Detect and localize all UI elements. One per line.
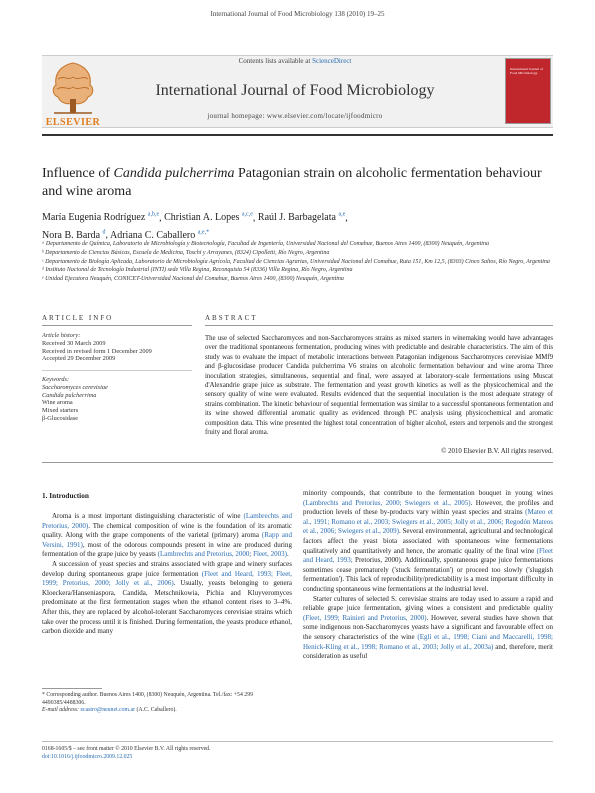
elsevier-tree-logo [44, 57, 102, 125]
citation-link[interactable]: (Lambrechts and Pretorius, 2000) [42, 512, 292, 530]
title-italic-species: Candida pulcherrima [113, 166, 235, 181]
corresponding-author-footnote [42, 692, 292, 715]
journal-title: International Journal of Food Microbiology [155, 82, 435, 99]
citation-link[interactable]: (Fleet and Heard, 1993; Fleet, 1999; Pretorius, 2000; Jolly et al., 2006) [42, 569, 292, 588]
history-label: Article history: [42, 332, 81, 339]
affiliation: ᵉ Unidad Ejecutora Neuquén, CONICET-Universidad Nacional del Comahue, Buenos Aires 1400, (8300) Neuquén, Argentina [42, 276, 344, 283]
author[interactable]: Nora B. Barda $^d$ [42, 229, 106, 241]
footnote-email: E-mail address: ecastro@neunet.com.ar (A.C. Caballero). [42, 707, 177, 714]
affiliation: ᵇ Departamento de Ciencias Básicas, Escuela de Medicina, Toschi y Arrayanes, (8324) Cipolletti, Río Negro, Argentina [42, 249, 330, 256]
citation-link[interactable]: (Lambrechts and Pretorius, 2000; Swiegers et al., 2005) [303, 498, 471, 507]
body-right-column [303, 489, 553, 662]
keywords-block [42, 376, 192, 423]
history-revised: Received in revised form 1 December 2009 [42, 347, 152, 355]
paragraph: A succession of yeast species and strains associated with grape and winery surfaces develop during spontaneous grape juice fermentation (Fleet and Heard, 1993; Fleet, 1999; Pretorius, 2000; Jolly et al., 2006). Usually, yeasts belonging to genera Kloeckera/Hanseniaspora, Candida, Metschnikowia, Pichia and Kluyveromyces predominate at the first fermentation stages when the ethanol content rises to 3–4%. After this, they are replaced by alcohol-tolerant Saccharomyces cerevisiae strains which take over the process until it is finished. During fermentation, the yeasts produce ethanol, carbon dioxide and many [42, 559, 292, 636]
affiliation: ᵃ Departamento de Química, Laboratorio de Microbiología y Biotecnología, Facultad de Ingeniería, Universidad Nacional del Comahue, Buenos Aires 1400, (8300) Neuquén, Argentina [42, 241, 489, 247]
abstract-rule [205, 325, 553, 326]
history-received: Received 30 March 2009 [42, 339, 106, 347]
footnote-text: * Corresponding author. Buenos Aires 1400, (8300) Neuquén, Argentina. Tel./fax: +54 299 4490385/4488306. [42, 692, 253, 706]
citation-link[interactable]: (Fleet and Heard, 1993; [303, 546, 553, 565]
keyword: Saccharomyces cerevisiae [42, 383, 108, 391]
paragraph: Starter cultures of selected S. cerevisiae strains are today used to assure a rapid and reliable grape juice fermentation, giving wines a consistent and predictable quality (Fleet, 1999; Rainieri and Pretorius, 2000). However, several studies have shown that some indigenous non-Saccharomyces yeasts have a significant and favourable effect on the sensory characteristics of the wine (Egli et al., 1998; Ciani and Maccarelli, 1998; Henick-Kling et al., 1998; Romano et al., 2003; Jolly et al., 2003a) and, therefore, merit consideration as useful [303, 594, 554, 661]
title-part: Patagonian strain on alcoholic fermentation behaviour and wine aroma [42, 166, 542, 199]
author-list: María Eugenia Rodríguez $^{a,b,e}$, Christian A. Lopes $^{a,c,e}$, Raúl J. Barbagelata $^{a,e}$, Nora B. Barda $^d$, Adriana C. Caballero $^{a,e,*}$ [42, 212, 348, 241]
front-matter-text: 0168-1605/$ – see front matter © 2010 Elsevier B.V. All rights reserved. [42, 746, 211, 752]
author[interactable]: María Eugenia Rodríguez $^{a,b,e}$ [42, 212, 160, 224]
author[interactable]: Adriana C. Caballero $^{a,e,*}$ [110, 229, 210, 241]
cover-title: International Journal of Food Microbiology [510, 67, 543, 76]
contents-line [120, 57, 470, 65]
masthead-divider [42, 134, 553, 136]
keyword: Wine aroma [42, 399, 73, 407]
citation-link[interactable]: (Fleet, 1999; Rainieri and Pretorius, 2000) [303, 613, 427, 622]
footer-rule [42, 741, 553, 742]
sciencedirect-link[interactable]: ScienceDirect [312, 57, 352, 65]
journal-homepage[interactable]: journal homepage: www.elsevier.com/locate/ijfoodmicro [207, 112, 383, 120]
abstract-text: The use of selected Saccharomyces and non-Saccharomyces strains as mixed starters in winemaking would have advantages over the traditional spontaneous fermentation, producing wines with predictable and desirable characteristics. The aim of this study was to evaluate the impact of metabolic interactions between Patagonian indigenous Saccharomyces cerevisiae MMf9 and β-glucosidase producer Candida pulcherrima V6 strains on alcoholic fermentation behaviour and wine aroma Three inoculation strategies, simultaneous, sequential and final, were assayed at laboratory-scale fermentations using Muscat d'Alexandrie grape juice as substrate. The fermentation and yeast growth kinetics as well as the physicochemical and the sensory quality of wine were evaluated. Results evidenced that the sequential inoculation is the most adequate strategy of strains combination. The kinetic behaviour of sequential fermentation was similar to a successful spontaneous fermentation and its wine showed differential aromatic quality as evidenced through PC analysis using physicochemical and aromatic composition data. This wine presented the highest total concentration of higher alcohol, esters and terpenols and the strongest fruity and floral aroma. [205, 335, 553, 437]
body-left-column [42, 512, 292, 637]
keywords-label: Keywords: [42, 376, 70, 383]
article-info-heading: ARTICLE INFO [42, 314, 114, 322]
title-part: Influence of [42, 166, 114, 181]
contents-prefix: Contents lists available at [238, 57, 313, 65]
footnote-rule [42, 688, 102, 689]
section-heading-introduction: 1. Introduction [42, 491, 89, 500]
elsevier-wordmark: ELSEVIER [45, 117, 101, 128]
citation-link[interactable]: (Egli et al., 1998; Ciani and Maccarelli, 1998; Henick-Kling et al., 1998; Romano et al., 2003; Jolly et al., 2003a) [303, 632, 553, 651]
doi-link[interactable]: doi:10.1016/j.ijfoodmicro.2009.12.025 [42, 753, 133, 760]
paragraph: minority compounds, that contribute to the fermentation bouquet in young wines (Lambrechts and Pretorius, 2000; Swiegers et al., 2005). However, the profiles and production levels of these by-products vary within yeast species and strains (Mateo et al., 1991; Romano et al., 2003; Swiegers et al., 2005; Jolly et al., 2006; Regodón Mateos et al., 2006; Swiegers et al., 2009). Several environmental, agricultural and technological factors affect the yeast biota associated with spontaneous wine fermentations qualitatively and quantitatively and hence, the aromatic quality of the final wine (Fleet and Heard, 1993; Pretorius, 2000). Additionally, spontaneous grape juice fermentations sometimes cease prematurely ('stuck fermentation') or proceed too slowly ('sluggish fermentation'). This lack of reproducibility/predictability is a most important difficulty in conducting spontaneous wine fermentations at the industrial level. [303, 489, 554, 593]
email-link[interactable]: ecastro@neunet.com.ar [80, 707, 136, 714]
journal-citation: International Journal of Food Microbiology 138 (2010) 19–25 [210, 10, 385, 18]
keyword: Mixed starters [42, 407, 79, 415]
article-info-rule [42, 325, 192, 326]
citation-link[interactable]: (Lambrechts and Pretorius, 2000; Fleet, 2003) [157, 550, 287, 559]
article-history [42, 332, 192, 363]
affiliation: ᶜ Departamento de Biología Aplicada, Laboratorio de Microbiología Agrícola, Facultad de Ciencias Agrarias, Universidad Nacional del Comahue, Ruta 151, Km 12,5, (8303) Cinco Saltos, Río Negro, Argentina [42, 258, 550, 265]
keyword: Candida pulcherrima [42, 391, 97, 399]
front-matter [42, 746, 342, 761]
abstract-bottom-rule [42, 462, 553, 463]
paragraph: Aroma is a most important distinguishing characteristic of wine (Lambrechts and Pretorius, 2000). The chemical composition of wine is the foundation of its aromatic quality. Along with the grape components of the varietal (primary) aroma (Rapp and Versini, 1991), most of the odorous compounds present in wine are produced during fermentation of the grape juice by yeasts (Lambrechts and Pretorius, 2000; Fleet, 2003). [42, 512, 293, 559]
author[interactable]: Christian A. Lopes $^{a,c,e}$ [164, 212, 253, 224]
abstract-copyright: © 2010 Elsevier B.V. All rights reserved. [441, 448, 553, 455]
affiliation: ᵈ Instituto Nacional de Tecnología Industrial (INTI) sede Villa Regina, Reconquista 54 (8336) Villa Regina, Río Negro, Argentina [42, 267, 353, 274]
article-title [42, 165, 553, 201]
author[interactable]: Raúl J. Barbagelata $^{a,e}$ [257, 212, 346, 224]
citation-link[interactable]: (Mateo et al., 1991; Romano et al., 2003; Swiegers et al., 2005; Jolly et al., 2006; Regodón Mateos et al., 2006; Swiegers et al., 2009) [303, 508, 553, 536]
affiliations [42, 240, 553, 284]
info-divider [42, 370, 192, 371]
keyword: β-Glucosidase [42, 414, 79, 422]
citation-link[interactable]: (Rapp and Versini, 1991) [42, 531, 292, 549]
history-accepted: Accepted 29 December 2009 [42, 355, 116, 363]
journal-cover-thumbnail [505, 58, 551, 124]
abstract-heading: ABSTRACT [205, 314, 258, 322]
